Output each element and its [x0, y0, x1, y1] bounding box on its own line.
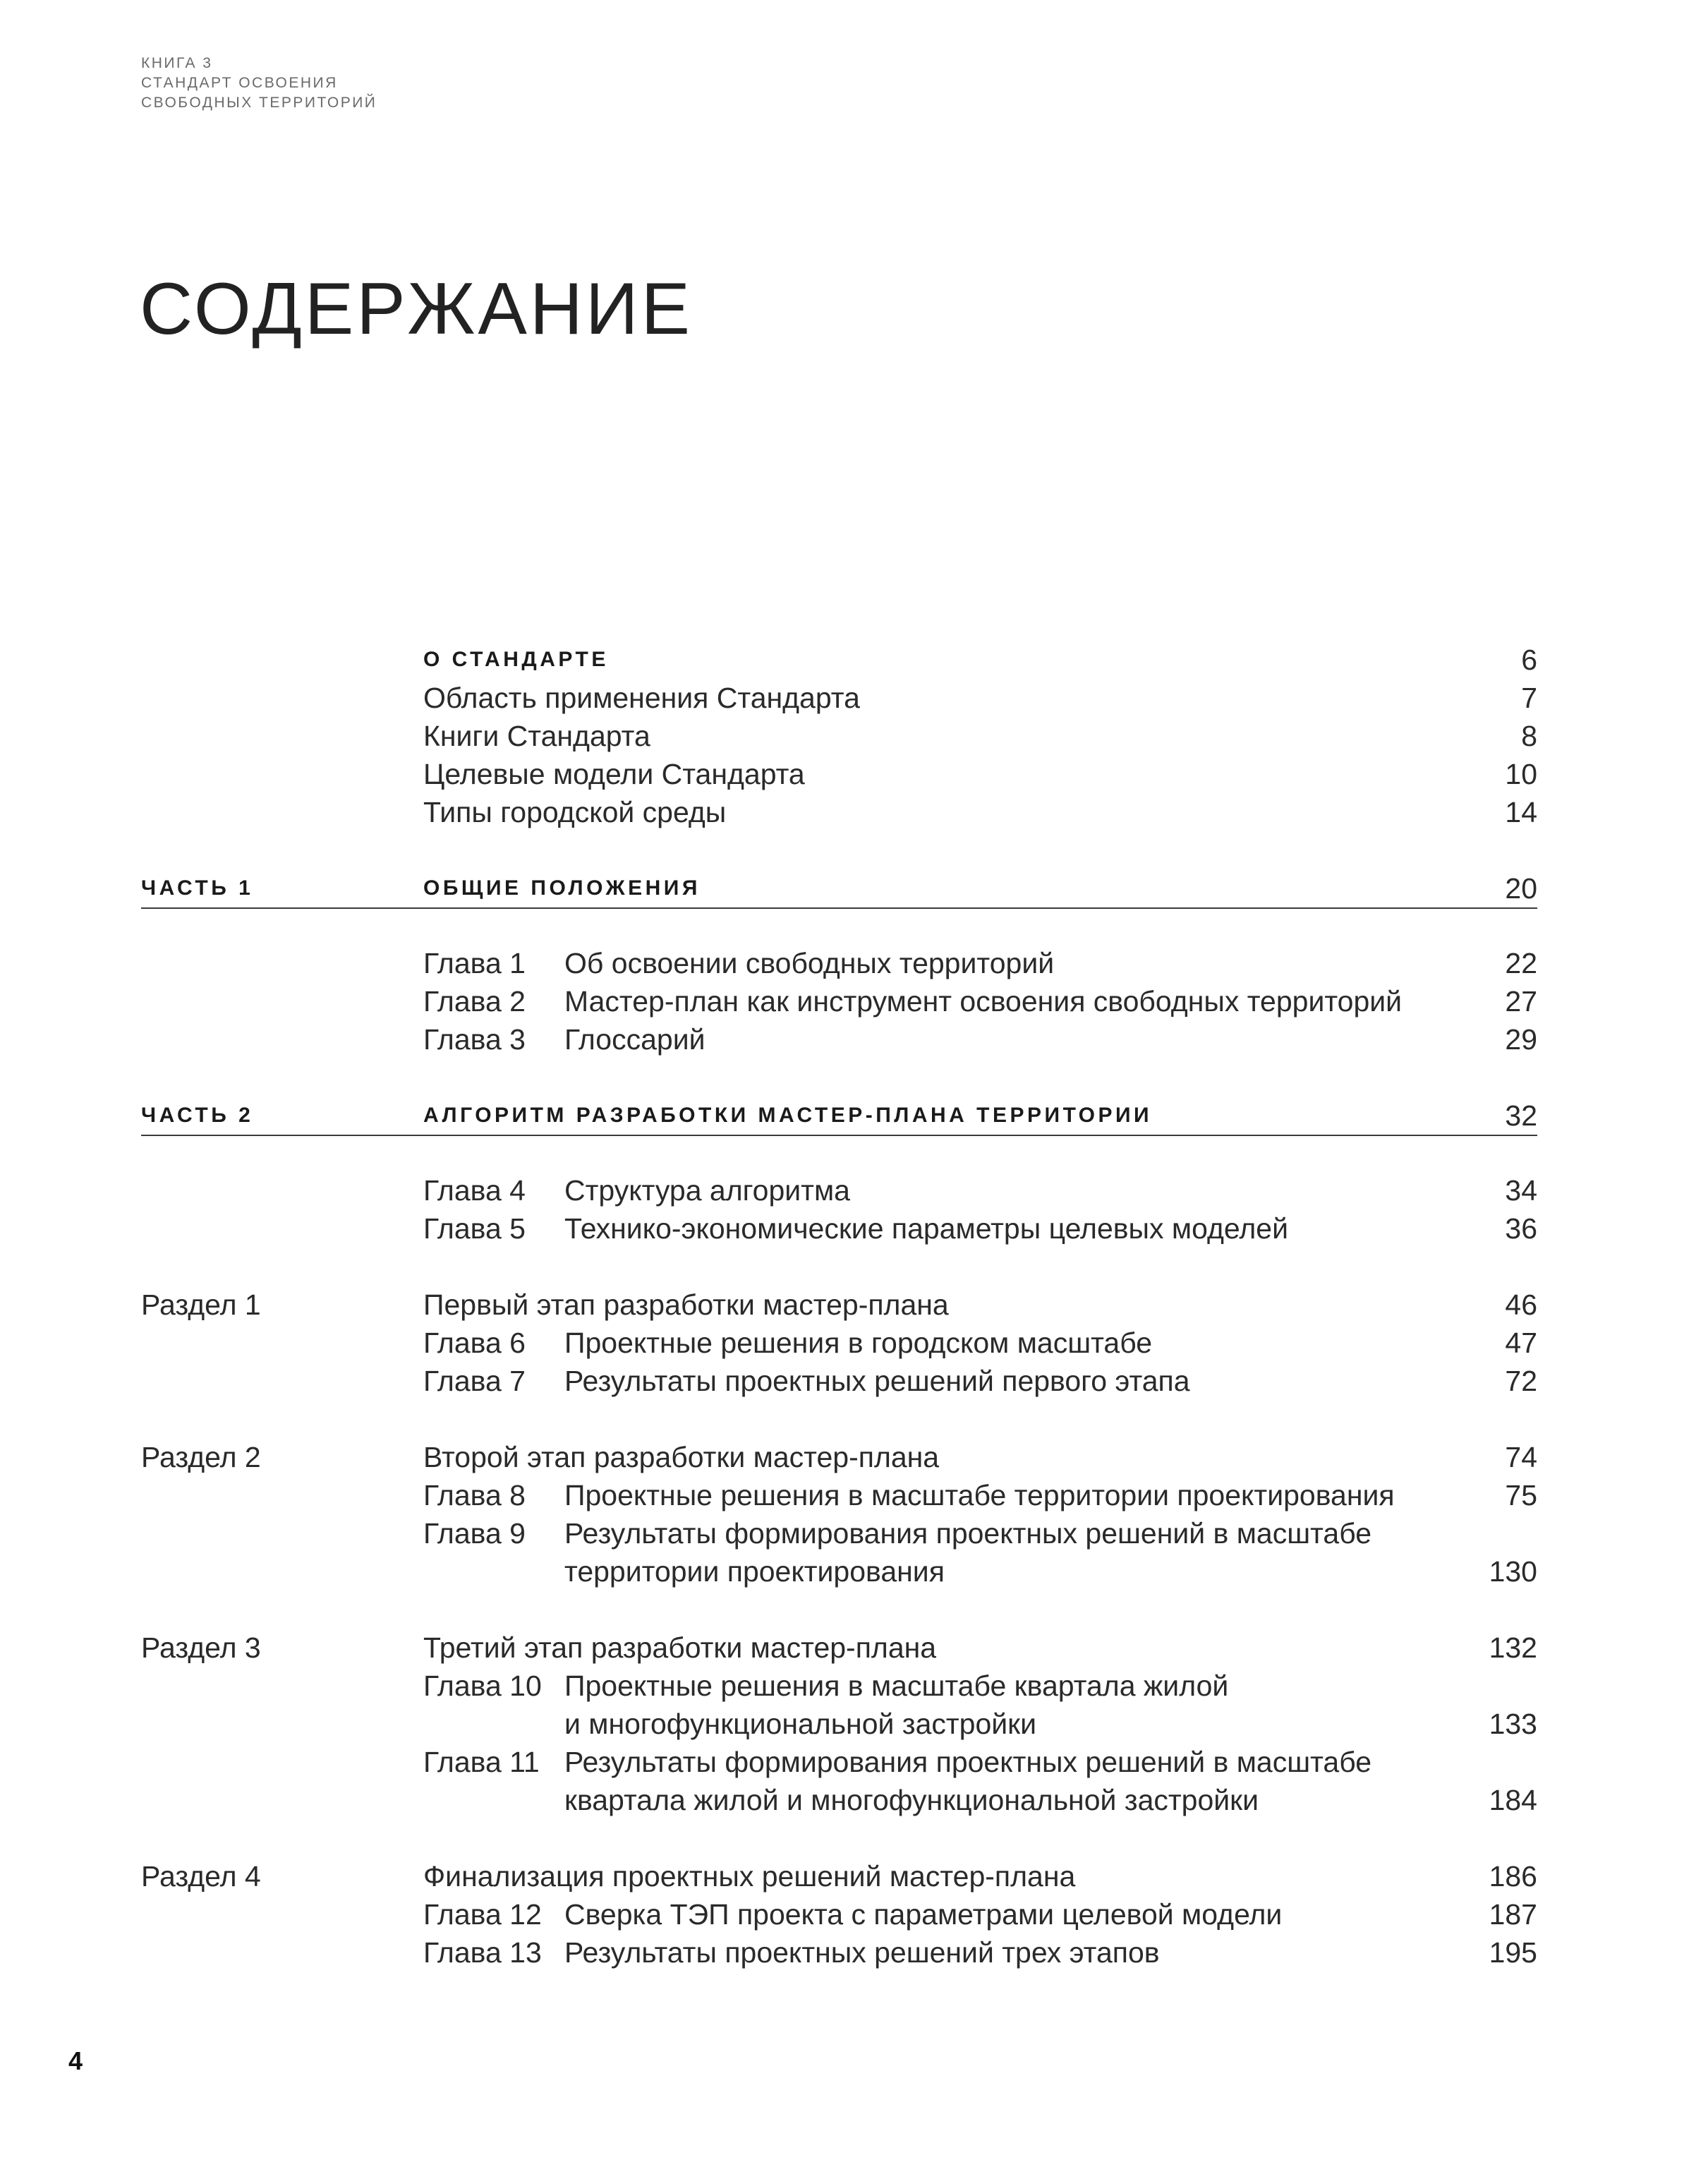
toc-entry-title: Книги Стандарта: [423, 720, 650, 752]
spacer: [141, 1590, 1537, 1629]
chapter-number: Глава 6: [423, 1327, 526, 1359]
toc-page-number: 10: [1505, 758, 1537, 790]
toc-page-number: 130: [1489, 1555, 1537, 1588]
toc-page-number: 7: [1521, 682, 1537, 714]
chapter-title: квартала жилой и многофункциональной застройки: [564, 1784, 1259, 1816]
header-line: СВОБОДНЫХ ТЕРРИТОРИЙ: [141, 95, 377, 111]
toc-chapter[interactable]: [141, 1895, 1537, 1933]
toc-section-4[interactable]: [141, 1857, 1537, 1895]
chapter-title: и многофункциональной застройки: [564, 1708, 1037, 1740]
toc-chapter-continuation[interactable]: [141, 1781, 1537, 1819]
chapter-number: Глава 8: [423, 1479, 526, 1511]
toc-page-number: 133: [1489, 1708, 1537, 1740]
toc-chapter[interactable]: [141, 982, 1537, 1020]
toc-chapter[interactable]: [141, 1476, 1537, 1514]
chapter-number: Глава 2: [423, 985, 526, 1018]
spacer: [141, 1136, 1537, 1171]
toc-page-number: 32: [1505, 1099, 1537, 1132]
chapter-title: Результаты проектных решений первого этапа: [564, 1365, 1190, 1397]
toc-chapter[interactable]: [141, 1209, 1537, 1248]
chapter-number: Глава 12: [423, 1898, 542, 1931]
header-line: КНИГА 3: [141, 55, 213, 71]
chapter-title: Структура алгоритма: [564, 1174, 850, 1207]
toc-page-number: 22: [1505, 947, 1537, 979]
toc-chapter[interactable]: [141, 1667, 1537, 1705]
chapter-number: Глава 4: [423, 1174, 526, 1207]
toc-section-1[interactable]: [141, 1286, 1537, 1324]
spacer: [141, 1819, 1537, 1857]
chapter-number: Глава 11: [423, 1746, 540, 1778]
toc-entry-title: Целевые модели Стандарта: [423, 758, 805, 790]
toc-chapter[interactable]: [141, 1020, 1537, 1058]
chapter-title: Мастер-план как инструмент освоения свободных территорий: [564, 985, 1403, 1018]
toc-section-3[interactable]: [141, 1629, 1537, 1667]
toc-chapter[interactable]: [141, 1743, 1537, 1781]
running-header: [141, 54, 377, 113]
chapter-number: Глава 3: [423, 1023, 526, 1056]
section-label: Раздел 2: [141, 1441, 261, 1473]
toc-chapter[interactable]: [141, 1324, 1537, 1362]
section-title: Третий этап разработки мастер-плана: [423, 1631, 937, 1664]
chapter-title: Результаты проектных решений трех этапов: [564, 1936, 1160, 1969]
toc-page-number: 6: [1521, 644, 1537, 676]
header-line: СТАНДАРТ ОСВОЕНИЯ: [141, 75, 338, 91]
toc-chapter[interactable]: [141, 1514, 1537, 1552]
toc-entry-title: Типы городской среды: [423, 796, 727, 828]
toc-page-number: 27: [1505, 985, 1537, 1018]
page-title: СОДЕРЖАНИЕ: [140, 268, 694, 350]
chapter-number: Глава 13: [423, 1936, 542, 1969]
toc-page-number: 75: [1505, 1479, 1537, 1511]
toc-page-number: 74: [1505, 1441, 1537, 1473]
toc-entry[interactable]: [141, 717, 1537, 755]
part-label: ЧАСТЬ 1: [141, 876, 254, 900]
section-title: Финализация проектных решений мастер-плана: [423, 1860, 1076, 1893]
chapter-title: Проектные решения в масштабе квартала жилой: [564, 1670, 1229, 1702]
chapter-number: Глава 10: [423, 1670, 542, 1702]
section-label: Раздел 3: [141, 1631, 261, 1664]
toc-page-number: 47: [1505, 1327, 1537, 1359]
chapter-title: Результаты формирования проектных решений в масштабе: [564, 1517, 1372, 1550]
chapter-title: Сверка ТЭП проекта с параметрами целевой модели: [564, 1898, 1283, 1931]
toc-part-1[interactable]: [141, 869, 1537, 909]
toc-page-number: 29: [1505, 1023, 1537, 1056]
toc-page-number: 72: [1505, 1365, 1537, 1397]
toc-page-number: 14: [1505, 796, 1537, 828]
toc-page-number: 195: [1489, 1936, 1537, 1969]
spacer: [141, 1400, 1537, 1438]
spacer: [141, 831, 1537, 869]
toc-chapter[interactable]: [141, 1171, 1537, 1209]
page-number: 4: [68, 2046, 83, 2075]
toc-chapter-continuation[interactable]: [141, 1552, 1537, 1590]
toc-entry-title: О СТАНДАРТЕ: [423, 648, 609, 671]
toc-entry-title: Область применения Стандарта: [423, 682, 860, 714]
toc-entry[interactable]: [141, 793, 1537, 831]
spacer: [141, 909, 1537, 944]
chapter-number: Глава 9: [423, 1517, 526, 1550]
toc-page-number: 184: [1489, 1784, 1537, 1816]
section-label: Раздел 4: [141, 1860, 261, 1893]
toc-chapter[interactable]: [141, 944, 1537, 982]
part-title: ОБЩИЕ ПОЛОЖЕНИЯ: [423, 876, 701, 900]
part-title: АЛГОРИТМ РАЗРАБОТКИ МАСТЕР-ПЛАНА ТЕРРИТОРИИ: [423, 1104, 1153, 1127]
section-label: Раздел 1: [141, 1288, 261, 1321]
part-label: ЧАСТЬ 2: [141, 1104, 254, 1127]
chapter-number: Глава 1: [423, 947, 526, 979]
chapter-title: Проектные решения в масштабе территории проектирования: [564, 1479, 1395, 1511]
toc-chapter[interactable]: [141, 1362, 1537, 1400]
chapter-number: Глава 7: [423, 1365, 526, 1397]
chapter-title: Проектные решения в городском масштабе: [564, 1327, 1153, 1359]
toc-page-number: 46: [1505, 1288, 1537, 1321]
toc-page-number: 36: [1505, 1212, 1537, 1245]
section-title: Первый этап разработки мастер-плана: [423, 1288, 949, 1321]
toc-part-2[interactable]: [141, 1097, 1537, 1136]
section-title: Второй этап разработки мастер-плана: [423, 1441, 940, 1473]
spacer: [141, 1058, 1537, 1097]
chapter-title: Глоссарий: [564, 1023, 705, 1056]
chapter-title: Технико-экономические параметры целевых моделей: [564, 1212, 1288, 1245]
toc-page-number: 186: [1489, 1860, 1537, 1893]
spacer: [141, 1248, 1537, 1286]
toc-chapter[interactable]: [141, 1933, 1537, 1972]
table-of-contents: [141, 641, 1537, 1972]
toc-section-2[interactable]: [141, 1438, 1537, 1476]
toc-page-number: 132: [1489, 1631, 1537, 1664]
chapter-title: Результаты формирования проектных решений в масштабе: [564, 1746, 1372, 1778]
toc-page-number: 187: [1489, 1898, 1537, 1931]
toc-entry-about[interactable]: [141, 641, 1537, 679]
toc-chapter-continuation[interactable]: [141, 1705, 1537, 1743]
toc-page-number: 34: [1505, 1174, 1537, 1207]
toc-page-number: 20: [1505, 872, 1537, 905]
toc-page-number: 8: [1521, 720, 1537, 752]
chapter-number: Глава 5: [423, 1212, 526, 1245]
toc-entry[interactable]: [141, 679, 1537, 717]
toc-entry[interactable]: [141, 755, 1537, 793]
chapter-title: Об освоении свободных территорий: [564, 947, 1055, 979]
chapter-title: территории проектирования: [564, 1555, 945, 1588]
